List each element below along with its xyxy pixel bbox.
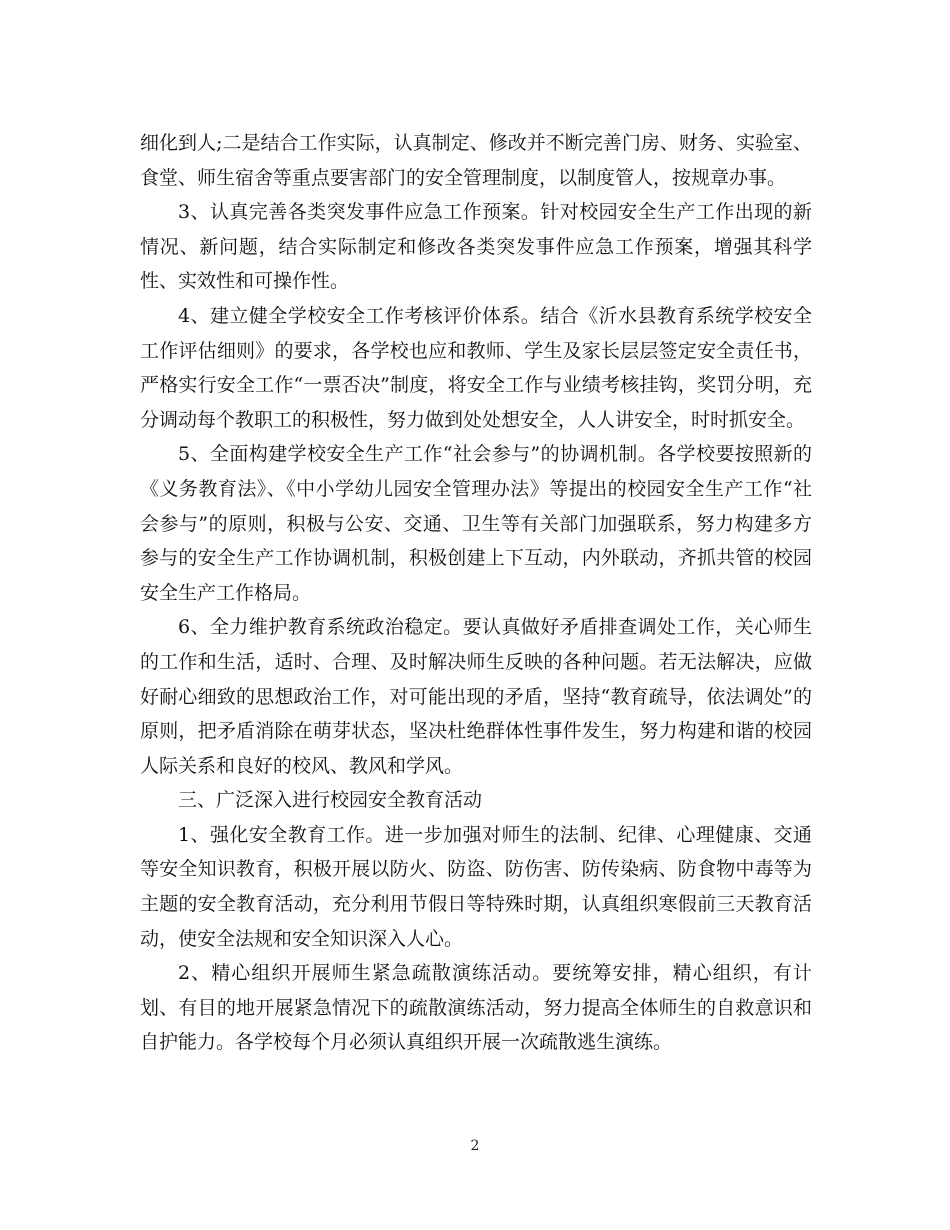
paragraph-4: 5、全面构建学校安全生产工作“社会参与”的协调机制。各学校要按照新的《义务教育法》、《中小学幼儿园安全管理办法》等提出的校园安全生产工作“社会参与”的原则，积极与公安、交通、卫生等有关部门加强联系，努力构建多方参与的安全生产工作协调机制，积极创建上下互动，内外联动，齐抓共管的校园安全生产工作格局。 <box>140 443 812 604</box>
paragraph-7: 2、精心组织开展师生紧急疏散演练活动。要统筹安排，精心组织，有计划、有目的地开展紧急情况下的疏散演练活动，努力提高全体师生的自救意识和自护能力。各学校每个月必须认真组织开展一次疏散逃生演练。 <box>140 962 812 1054</box>
paragraph-2: 3、认真完善各类突发事件应急工作预案。针对校园安全生产工作出现的新情况、新问题，结合实际制定和修改各类突发事件应急工作预案，增强其科学性、实效性和可操作性。 <box>140 201 812 293</box>
document-body <box>140 126 812 1060</box>
paragraph-5: 6、全力维护教育系统政治稳定。要认真做好矛盾排查调处工作，关心师生的工作和生活，适时、合理、及时解决师生反映的各种问题。若无法解决，应做好耐心细致的思想政治工作，对可能出现的矛盾，坚持“教育疏导，依法调处”的原则，把矛盾消除在萌芽状态，坚决杜绝群体性事件发生，努力构建和谐的校园人际关系和良好的校风、教风和学风。 <box>140 616 812 777</box>
paragraph-3: 4、建立健全学校安全工作考核评价体系。结合《沂水县教育系统学校安全工作评估细则》的要求，各学校也应和教师、学生及家长层层签定安全责任书，严格实行安全工作“一票否决”制度，将安全工作与业绩考核挂钩，奖罚分明，充分调动每个教职工的积极性，努力做到处处想安全，人人讲安全，时时抓安全。 <box>140 304 812 431</box>
page-number: 2 <box>470 1138 480 1154</box>
section-heading: 三、广泛深入进行校园安全教育活动 <box>178 789 483 812</box>
paragraph-6: 1、强化安全教育工作。进一步加强对师生的法制、纪律、心理健康、交通等安全知识教育，积极开展以防火、防盗、防伤害、防传染病、防食物中毒等为主题的安全教育活动，充分利用节假日等特殊时期，认真组织寒假前三天教育活动，使安全法规和安全知识深入人心。 <box>140 823 812 950</box>
paragraph-1: 细化到人;二是结合工作实际，认真制定、修改并不断完善门房、财务、实验室、食堂、师生宿舍等重点要害部门的安全管理制度，以制度管人，按规章办事。 <box>140 132 812 189</box>
